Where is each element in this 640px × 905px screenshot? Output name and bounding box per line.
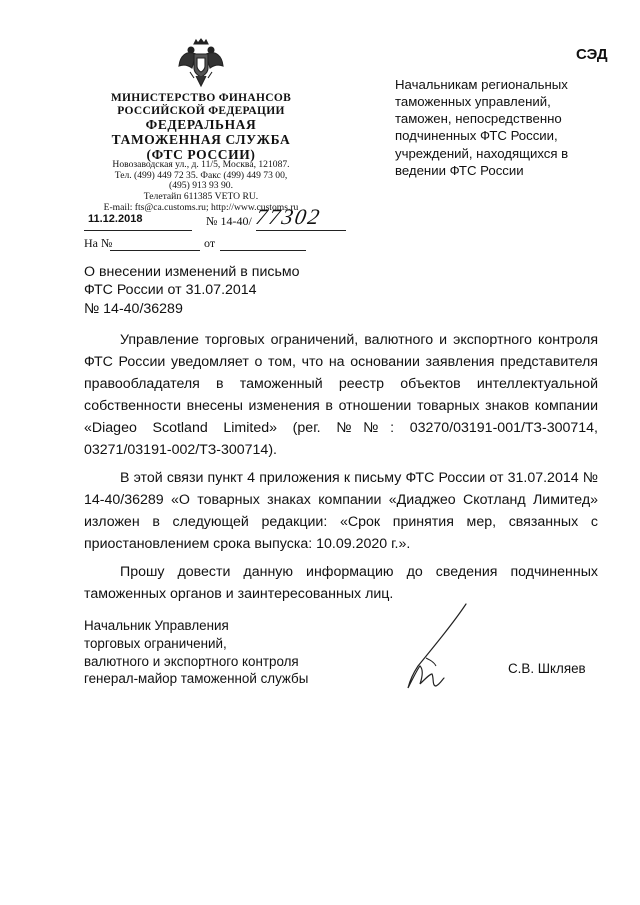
date-underline xyxy=(84,230,192,231)
teletype: Телетайп 611385 VETO RU. xyxy=(143,191,259,203)
from-underline xyxy=(220,250,306,251)
ministry-line: МИНИСТЕРСТВО ФИНАНСОВ xyxy=(110,92,292,104)
registration-number-handwritten: 77302 xyxy=(253,204,324,229)
signatory-title xyxy=(84,617,344,688)
service-line: (ФТС РОССИИ) xyxy=(146,146,256,162)
service-line: ТАМОЖЕННАЯ СЛУЖБА xyxy=(111,131,291,147)
in-reply-label: На № xyxy=(84,236,113,250)
body-paragraph: Управление торговых ограничений, валютного и экспортного контроля ФТС России уведомляет о том, что на основании заявления представителя правообладателя в таможенный реестр объектов интеллектуальной собственности внесены изменения в отношении товарных знаков компании «Diageo Scotland Limited» (рег. №№: 03270/03191-001/ТЗ-300714, 03271/03191-002/ТЗ-300714). xyxy=(84,332,598,458)
addressee-line: ведении ФТС России xyxy=(395,162,524,178)
ministry-name xyxy=(84,92,318,118)
number-underline xyxy=(256,230,346,231)
addressee-line: Начальникам региональных xyxy=(395,77,568,92)
body-paragraph: В этой связи пункт 4 приложения к письму ФТС России от 31.07.2014 № 14-40/36289 «О товарных знаках компании «Диаджео Скотланд Лимитед» изложен в следующей редакции: «Срок принятия мер, связанных с приостановлением срока выпуска: 10.09.2020 г.». xyxy=(84,470,598,552)
signatory-title-line: Начальник Управления xyxy=(84,618,229,633)
addressee-line: подчиненных ФТС России, xyxy=(395,128,558,144)
service-line: ФЕДЕРАЛЬНАЯ xyxy=(145,117,257,132)
signatory-name: С.В. Шкляев xyxy=(508,661,586,676)
subject-line: № 14-40/36289 xyxy=(84,300,183,317)
addressee-block xyxy=(395,76,595,179)
email: E-mail: fts@ca.customs.ru; http://www.customs.ru xyxy=(103,201,299,213)
subject-line: ФТС России от 31.07.2014 xyxy=(84,282,257,299)
ministry-line: РОССИЙСКОЙ ФЕДЕРАЦИИ xyxy=(117,105,285,118)
sed-stamp: СЭД xyxy=(576,46,608,63)
coat-of-arms-icon xyxy=(176,38,226,90)
handwritten-signature xyxy=(396,600,482,696)
body-paragraph: Прошу довести данную информацию до сведения подчиненных таможенных органов и заинтересованных лиц. xyxy=(84,564,598,602)
from-label: от xyxy=(204,236,216,250)
address: Новозаводская ул., д. 11/5, Москва, 121087. xyxy=(112,159,290,170)
addressee-line: учреждений, находящихся в xyxy=(395,145,569,161)
phones: Тел. (499) 449 72 35. Факс (499) 449 73 00, xyxy=(114,169,288,181)
signatory-title-line: генерал-майор таможенной службы xyxy=(84,671,309,687)
addressee-line: таможенных управлений, xyxy=(395,94,551,110)
service-name xyxy=(84,118,318,163)
subject-line: О внесении изменений в письмо xyxy=(84,264,300,280)
registration-number-prefix: № 14-40/ xyxy=(206,214,252,228)
in-reply-underline xyxy=(110,250,200,251)
letter-body xyxy=(84,329,598,611)
registration-date: 11.12.2018 xyxy=(88,213,143,225)
phones-2: (495) 913 93 90. xyxy=(169,180,233,192)
addressee-line: таможен, непосредственно xyxy=(395,111,562,127)
subject-block xyxy=(84,263,304,318)
signatory-title-line: валютного и экспортного контроля xyxy=(84,653,299,669)
signatory-title-line: торговых ограничений, xyxy=(84,635,227,651)
